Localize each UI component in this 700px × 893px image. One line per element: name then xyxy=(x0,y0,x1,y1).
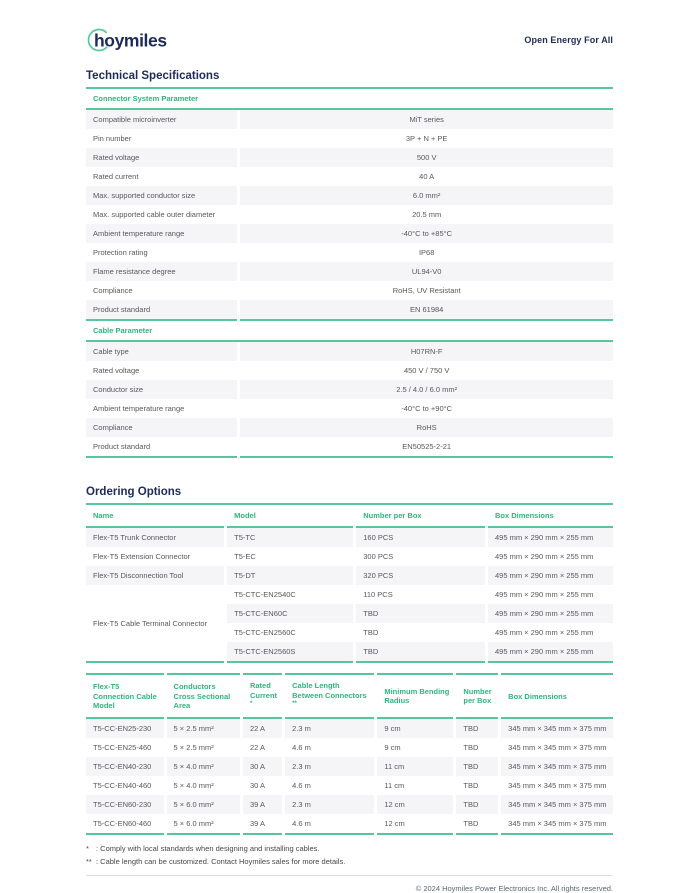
order-number-cell: 160 PCS xyxy=(355,527,487,547)
spec-row xyxy=(86,399,613,418)
order-dimensions-cell: 495 mm × 290 mm × 255 mm xyxy=(487,604,614,623)
spec-row xyxy=(86,342,613,361)
spec-label-cell: Cable type xyxy=(86,342,239,361)
spec-value-cell: 450 V / 750 V xyxy=(403,366,450,375)
order-header-cell: Number per Box xyxy=(355,505,487,527)
cable-cell: 12 cm xyxy=(376,814,455,834)
order-dimensions-cell: 495 mm × 290 mm × 255 mm xyxy=(487,527,614,547)
ordering-options-section xyxy=(86,486,613,835)
spec-row xyxy=(86,129,613,148)
order-model-cell: T5-CTC-EN2560S xyxy=(226,642,355,662)
spec-section-connector xyxy=(86,89,613,321)
order-model-cell: T5-CTC-EN2560C xyxy=(226,623,355,642)
order-number-cell: 320 PCS xyxy=(355,566,487,585)
cable-cell: 11 cm xyxy=(376,776,455,795)
cable-cell: 345 mm × 345 mm × 375 mm xyxy=(500,795,613,814)
cable-cell: TBD xyxy=(455,776,500,795)
cable-parameter-heading: Cable Parameter xyxy=(86,321,613,342)
cable-cell: 5 × 2.5 mm² xyxy=(165,718,241,738)
spec-row xyxy=(86,110,613,129)
cable-cell: 2.3 m xyxy=(284,795,376,814)
spec-value-cell: 20.5 mm xyxy=(412,210,442,219)
cable-cell: 345 mm × 345 mm × 375 mm xyxy=(500,738,613,757)
connection-cable-table xyxy=(86,673,613,835)
spec-row xyxy=(86,418,613,437)
spec-label-cell: Product standard xyxy=(86,300,239,320)
cable-cell: TBD xyxy=(455,757,500,776)
order-model-cell: T5-CTC-EN60C xyxy=(226,604,355,623)
order-model-cell: T5-TC xyxy=(226,527,355,547)
spec-label-cell: Product standard xyxy=(86,437,239,457)
order-name-cell: Flex-T5 Trunk Connector xyxy=(86,527,226,547)
logo-text: hoymiles xyxy=(94,30,167,51)
cable-cell: 11 cm xyxy=(376,757,455,776)
footnote: ** : Cable length can be customized. Contact Hoymiles sales for more details. xyxy=(86,856,613,868)
cable-cell: 22 A xyxy=(241,718,283,738)
spec-value-cell: EN50525-2-21 xyxy=(402,442,452,451)
spec-label-cell: Compatible microinverter xyxy=(86,110,239,129)
spec-value-cell: 6.0 mm² xyxy=(239,186,613,205)
order-row xyxy=(86,547,613,566)
cable-row xyxy=(86,757,613,776)
spec-value-cell: IP68 xyxy=(418,248,435,257)
cable-cell: T5-CC-EN25-230 xyxy=(86,718,165,738)
spec-row xyxy=(86,243,613,262)
cable-row xyxy=(86,795,613,814)
order-dimensions-cell: 495 mm × 290 mm × 255 mm xyxy=(487,623,614,642)
cable-header-cell: Rated Current * xyxy=(241,674,283,718)
cable-cell: 2.3 m xyxy=(284,757,376,776)
spec-row xyxy=(86,361,613,380)
footnotes xyxy=(86,843,613,868)
cable-cell: 5 × 6.0 mm² xyxy=(165,814,241,834)
connector-parameter-table xyxy=(86,110,613,321)
order-dimensions-cell: 495 mm × 290 mm × 255 mm xyxy=(487,642,614,662)
connector-ordering-table xyxy=(86,505,613,663)
cable-header-cell: Box Dimensions xyxy=(500,674,613,718)
spec-value-cell: EN 61984 xyxy=(239,300,613,320)
ordering-options-title: Ordering Options xyxy=(86,486,613,505)
cable-cell: T5-CC-EN60-230 xyxy=(86,795,165,814)
spec-value-cell: H07RN-F xyxy=(239,342,613,361)
order-dimensions-cell: 495 mm × 290 mm × 255 mm xyxy=(487,566,614,585)
cable-cell: 345 mm × 345 mm × 375 mm xyxy=(500,718,613,738)
spec-label-cell: Pin number xyxy=(86,129,239,148)
spec-row xyxy=(86,224,613,243)
order-model-cell: T5-CTC-EN2540C xyxy=(226,585,355,604)
spec-label-cell: Compliance xyxy=(86,281,239,300)
footnote: * : Comply with local standards when designing and installing cables. xyxy=(86,843,613,855)
order-number-cell: TBD xyxy=(355,623,487,642)
order-dimensions-cell: 495 mm × 290 mm × 255 mm xyxy=(487,585,614,604)
spec-label-cell: Rated current xyxy=(86,167,239,186)
footnote-marker: * xyxy=(86,844,89,854)
cable-cell: 5 × 4.0 mm² xyxy=(165,776,241,795)
order-name-cell: Flex-T5 Cable Terminal Connector xyxy=(86,585,226,662)
cable-cell: 39 A xyxy=(241,795,283,814)
spec-row xyxy=(86,205,613,224)
cable-row xyxy=(86,776,613,795)
cable-cell: TBD xyxy=(455,738,500,757)
cable-cell: 30 A xyxy=(241,776,283,795)
cable-cell: 12 cm xyxy=(376,795,455,814)
spec-label-cell: Ambient temperature range xyxy=(86,399,239,418)
spec-row xyxy=(86,281,613,300)
table-header-row xyxy=(86,674,613,718)
spec-row xyxy=(86,380,613,399)
cable-cell: 345 mm × 345 mm × 375 mm xyxy=(500,776,613,795)
cable-cell: 9 cm xyxy=(376,718,455,738)
cable-header-cell: Minimum Bending Radius xyxy=(376,674,455,718)
spec-label-cell: Max. supported conductor size xyxy=(86,186,239,205)
cable-cell: 9 cm xyxy=(376,738,455,757)
order-number-cell: 110 PCS xyxy=(355,585,487,604)
cable-cell: 4.6 m xyxy=(284,814,376,834)
spec-value-cell: MiT series xyxy=(239,110,613,129)
spec-label-cell: Flame resistance degree xyxy=(86,262,239,281)
cable-row xyxy=(86,814,613,834)
order-name-cell: Flex-T5 Extension Connector xyxy=(93,552,191,562)
spec-label-cell: Protection rating xyxy=(86,243,239,262)
order-header-cell: Box Dimensions xyxy=(487,505,614,527)
order-row xyxy=(86,585,613,604)
cable-parameter-table xyxy=(86,342,613,458)
spec-label-cell: Conductor size xyxy=(86,380,239,399)
order-name-cell: Flex-T5 Disconnection Tool xyxy=(86,566,226,585)
spec-value-cell: RoHS xyxy=(239,418,613,437)
cable-cell: TBD xyxy=(455,814,500,834)
order-model-cell: T5-DT xyxy=(226,566,355,585)
spec-value-cell: 40 A xyxy=(419,172,435,181)
cable-cell: 5 × 4.0 mm² xyxy=(165,757,241,776)
spec-row xyxy=(86,437,613,457)
cable-cell: 5 × 6.0 mm² xyxy=(165,795,241,814)
cable-cell: T5-CC-EN40-230 xyxy=(86,757,165,776)
order-number-cell: 300 PCS xyxy=(355,547,487,566)
cable-cell: T5-CC-EN40-460 xyxy=(93,781,152,791)
brand-slogan: Open Energy For All xyxy=(524,35,613,45)
cable-row xyxy=(86,738,613,757)
cable-cell: 2.3 m xyxy=(284,718,376,738)
cable-cell: 30 A xyxy=(241,757,283,776)
cable-header-cell: Flex-T5 Connection Cable Model xyxy=(86,674,165,718)
page-header xyxy=(86,24,613,56)
cable-cell: 4.6 m xyxy=(284,738,376,757)
order-model-cell: T5-EC xyxy=(226,547,355,566)
order-header-cell: Name xyxy=(86,505,226,527)
spec-label-cell: Ambient temperature range xyxy=(86,224,239,243)
spec-row xyxy=(86,300,613,320)
hoymiles-logo xyxy=(86,24,180,56)
cable-cell: TBD xyxy=(455,795,500,814)
cable-header-cell: Conductors Cross Sectional Area xyxy=(165,674,241,718)
spec-label-cell: Max. supported cable outer diameter xyxy=(86,205,239,224)
spec-value-cell: RoHS, UV Resistant xyxy=(392,286,461,295)
spec-value-cell: -40°C to +85°C xyxy=(239,224,613,243)
order-row xyxy=(86,527,613,547)
cable-header-cell: Number per Box xyxy=(455,674,500,718)
spec-row xyxy=(86,186,613,205)
cable-cell: 39 A xyxy=(241,814,283,834)
spec-value-cell: 2.5 / 4.0 / 6.0 mm² xyxy=(239,380,613,399)
cable-header-cell: Cable Length Between Connectors ** xyxy=(284,674,376,718)
order-number-cell: TBD xyxy=(355,642,487,662)
spec-label-cell: Compliance xyxy=(86,418,239,437)
spec-row xyxy=(86,262,613,281)
order-dimensions-cell: 495 mm × 290 mm × 255 mm xyxy=(487,547,614,566)
cable-cell: 345 mm × 345 mm × 375 mm xyxy=(500,757,613,776)
spec-value-cell: -40°C to +90°C xyxy=(401,404,453,413)
order-number-cell: TBD xyxy=(355,604,487,623)
connector-parameter-heading: Connector System Parameter xyxy=(86,89,613,110)
spec-label-cell: Rated voltage xyxy=(86,361,239,380)
table-header-row xyxy=(86,505,613,527)
copyright-text: © 2024 Hoymiles Power Electronics Inc. All rights reserved. xyxy=(415,883,613,893)
spec-value-cell: 500 V xyxy=(239,148,613,167)
cable-row xyxy=(86,718,613,738)
spec-row xyxy=(86,148,613,167)
technical-specifications-title: Technical Specifications xyxy=(86,70,613,89)
cable-cell: T5-CC-EN60-460 xyxy=(93,819,152,829)
spec-row xyxy=(86,167,613,186)
footnote-marker: ** xyxy=(86,856,92,866)
spec-section-cable xyxy=(86,321,613,458)
order-row xyxy=(86,566,613,585)
cable-cell: 5 × 2.5 mm² xyxy=(165,738,241,757)
cable-cell: TBD xyxy=(455,718,500,738)
order-header-cell: Model xyxy=(226,505,355,527)
spec-value-cell: 3P + N + PE xyxy=(405,134,448,143)
spec-value-cell: UL94-V0 xyxy=(239,262,613,281)
cable-cell: 345 mm × 345 mm × 375 mm xyxy=(500,814,613,834)
spec-label-cell: Rated voltage xyxy=(86,148,239,167)
table-gap xyxy=(86,663,613,668)
cable-cell: T5-CC-EN25-460 xyxy=(93,743,152,753)
cable-cell: 4.6 m xyxy=(284,776,376,795)
cable-cell: 22 A xyxy=(241,738,283,757)
